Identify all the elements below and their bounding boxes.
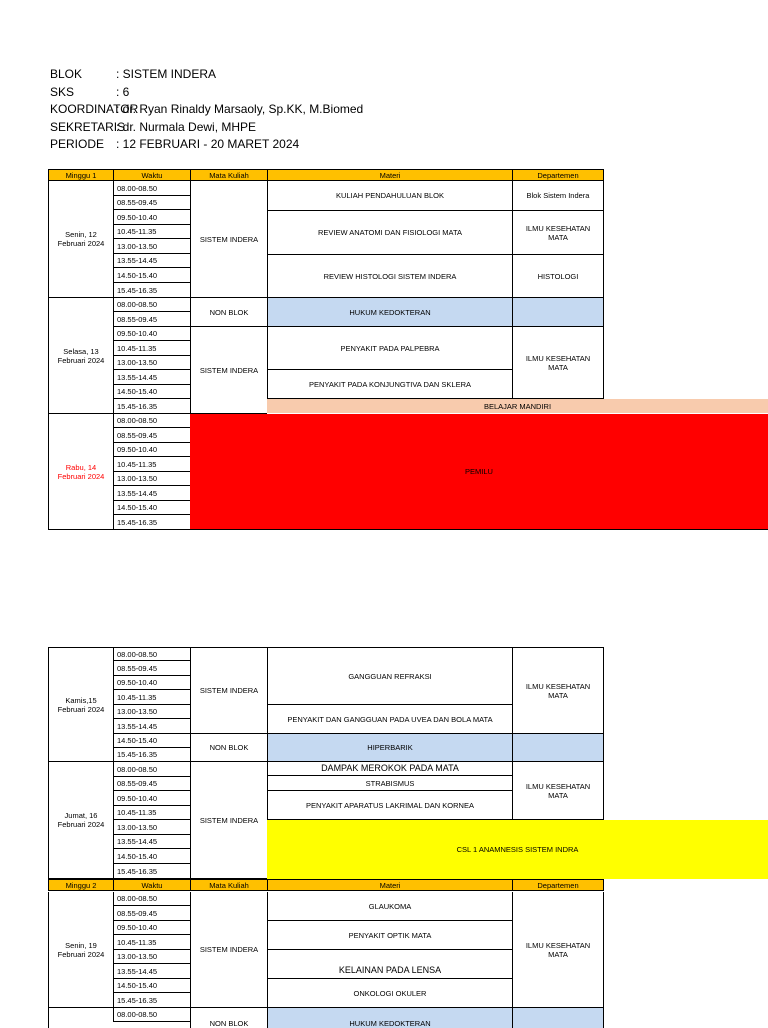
blok-value: : SISTEM INDERA xyxy=(116,67,217,81)
time-slot: 13.55-14.45 xyxy=(113,964,190,979)
department-cell: HISTOLOGI xyxy=(512,255,604,298)
blok-label: BLOK xyxy=(50,67,83,81)
time-slot: 09.50-10.40 xyxy=(113,327,190,341)
sekretaris-label: SEKRETARIS xyxy=(50,119,126,134)
time-slot: 13.55-14.45 xyxy=(113,370,190,385)
department-cell-empty xyxy=(512,734,604,762)
materi-cell: KULIAH PENDAHULUAN BLOK xyxy=(267,181,512,211)
course-cell: SISTEM INDERA xyxy=(190,647,267,734)
time-slot: 08.55-09.45 xyxy=(113,906,190,921)
time-slot: 10.45-11.35 xyxy=(113,457,190,472)
materi-cell: HUKUM KEDOKTERAN xyxy=(267,1008,512,1028)
course-cell: SISTEM INDERA xyxy=(190,762,267,879)
periode-label: PERIODE xyxy=(50,137,105,151)
time-slot: 15.45-16.35 xyxy=(113,515,190,530)
time-slot: 13.55-14.45 xyxy=(113,486,190,501)
col-header-minggu: Minggu 2 xyxy=(48,879,113,891)
department-cell: ILMU KESEHATAN MATA xyxy=(512,762,604,820)
time-slot: 09.50-10.40 xyxy=(113,921,190,935)
table-header-row xyxy=(48,169,604,181)
materi-cell: GANGGUAN REFRAKSI xyxy=(267,647,512,705)
time-slot: 13.55-14.45 xyxy=(113,835,190,849)
materi-cell: GLAUKOMA xyxy=(267,892,512,921)
col-header-materi: Materi xyxy=(267,879,512,891)
department-cell-empty xyxy=(512,1008,604,1028)
periode-value: : 12 FEBRUARI - 20 MARET 2024 xyxy=(116,137,300,151)
time-slot: 14.50-15.40 xyxy=(113,268,190,283)
sks-label: SKS xyxy=(50,84,75,99)
pemilu-block: PEMILU xyxy=(190,414,768,530)
koordinator-value: : dr. Ryan Rinaldy Marsaoly, Sp.KK, M.Biomed xyxy=(116,102,364,116)
time-slot: 14.50-15.40 xyxy=(113,501,190,515)
sks-value: : 6 xyxy=(116,84,130,99)
time-slot: 14.50-15.40 xyxy=(113,979,190,993)
info-koordinator xyxy=(50,101,363,119)
time-slot: 14.50-15.40 xyxy=(113,734,190,748)
time-slot: 13.00-13.50 xyxy=(113,356,190,370)
materi-cell: REVIEW HISTOLOGI SISTEM INDERA xyxy=(267,255,512,298)
time-slot: 13.00-13.50 xyxy=(113,950,190,964)
course-cell: SISTEM INDERA xyxy=(190,327,267,414)
materi-cell: PENYAKIT DAN GANGGUAN PADA UVEA DAN BOLA MATA xyxy=(267,705,512,734)
col-header-departemen: Departemen xyxy=(512,879,604,891)
department-cell: ILMU KESEHATAN MATA xyxy=(512,327,604,399)
time-slot: 08.00-08.50 xyxy=(113,181,190,196)
time-slot: 09.50-10.40 xyxy=(113,443,190,457)
col-header-departemen: Departemen xyxy=(512,169,604,181)
time-slot: 13.55-14.45 xyxy=(113,719,190,734)
col-header-mata-kuliah: Mata Kuliah xyxy=(190,169,267,181)
time-slot: 08.00-08.50 xyxy=(113,414,190,428)
time-slot: 08.00-08.50 xyxy=(113,892,190,906)
day-jumat-16: Jumat, 16 Februari 2024 xyxy=(48,762,113,879)
time-slot: 10.45-11.35 xyxy=(113,690,190,705)
time-slot: 08.55-09.45 xyxy=(113,196,190,210)
materi-cell: ONKOLOGI OKULER xyxy=(267,979,512,1008)
day-senin-19: Senin, 19 Februari 2024 xyxy=(48,892,113,1008)
materi-cell: KELAINAN PADA LENSA xyxy=(267,950,512,979)
materi-cell: HIPERBARIK xyxy=(267,734,512,762)
block-info xyxy=(50,66,363,154)
time-slot: 10.45-11.35 xyxy=(113,225,190,239)
time-slot: 15.45-16.35 xyxy=(113,993,190,1008)
time-slot: 13.00-13.50 xyxy=(113,820,190,835)
time-slot: 13.00-13.50 xyxy=(113,472,190,486)
time-slot: 10.45-11.35 xyxy=(113,806,190,820)
department-cell: ILMU KESEHATAN MATA xyxy=(512,892,604,1008)
col-header-waktu: Waktu xyxy=(113,169,190,181)
day-rabu-14: Rabu, 14 Februari 2024 xyxy=(48,414,113,530)
time-slot: 13.55-14.45 xyxy=(113,254,190,268)
day-selasa-13: Selasa, 13 Februari 2024 xyxy=(48,298,113,414)
time-slot: 10.45-11.35 xyxy=(113,341,190,356)
col-header-materi: Materi xyxy=(267,169,512,181)
course-cell: SISTEM INDERA xyxy=(190,181,267,298)
time-slot: 08.55-09.45 xyxy=(113,777,190,791)
col-header-waktu: Waktu xyxy=(113,879,190,891)
csl-block: CSL 1 ANAMNESIS SISTEM INDRA xyxy=(267,820,768,879)
materi-cell: PENYAKIT OPTIK MATA xyxy=(267,921,512,950)
table-header-row-week2 xyxy=(48,879,604,891)
koordinator-label: KOORDINATOR xyxy=(50,102,139,116)
day-kamis-15: Kamis,15 Februari 2024 xyxy=(48,647,113,762)
course-cell: SISTEM INDERA xyxy=(190,892,267,1008)
materi-cell: STRABISMUS xyxy=(267,776,512,791)
sekretaris-value: : dr. Nurmala Dewi, MHPE xyxy=(116,119,257,134)
course-cell: NON BLOK xyxy=(190,298,267,327)
time-slot: 09.50-10.40 xyxy=(113,676,190,690)
time-slot: 09.50-10.40 xyxy=(113,210,190,225)
course-cell: NON BLOK xyxy=(190,734,267,762)
time-slot: 09.50-10.40 xyxy=(113,791,190,806)
time-slot: 15.45-16.35 xyxy=(113,748,190,762)
info-sks xyxy=(50,84,363,102)
time-slot: 13.00-13.50 xyxy=(113,705,190,719)
time-slot: 08.55-09.45 xyxy=(113,428,190,443)
materi-cell: PENYAKIT APARATUS LAKRIMAL DAN KORNEA xyxy=(267,791,512,820)
materi-cell: HUKUM KEDOKTERAN xyxy=(267,298,512,327)
materi-cell: PENYAKIT PADA KONJUNGTIVA DAN SKLERA xyxy=(267,370,512,399)
col-header-minggu: Minggu 1 xyxy=(48,169,113,181)
day-cell-cut xyxy=(48,1008,113,1028)
time-slot: 15.45-16.35 xyxy=(113,864,190,879)
info-sekretaris xyxy=(50,119,363,137)
col-header-mata-kuliah: Mata Kuliah xyxy=(190,879,267,891)
time-slot: 15.45-16.35 xyxy=(113,399,190,414)
department-cell: Blok Sistem Indera xyxy=(512,181,604,211)
materi-cell: DAMPAK MEROKOK PADA MATA xyxy=(267,762,512,776)
belajar-mandiri-band: BELAJAR MANDIRI xyxy=(267,399,768,413)
time-slot: 14.50-15.40 xyxy=(113,849,190,864)
department-cell: ILMU KESEHATAN MATA xyxy=(512,647,604,734)
department-cell: ILMU KESEHATAN MATA xyxy=(512,211,604,255)
time-slot: 08.00-08.50 xyxy=(113,298,190,312)
time-slot: 08.55-09.45 xyxy=(113,661,190,676)
materi-cell: PENYAKIT PADA PALPEBRA xyxy=(267,327,512,370)
materi-cell: REVIEW ANATOMI DAN FISIOLOGI MATA xyxy=(267,211,512,255)
course-cell: NON BLOK xyxy=(190,1008,267,1028)
time-slot: 13.00-13.50 xyxy=(113,239,190,254)
time-slot: 08.55-09.45 xyxy=(113,312,190,327)
time-slot: 14.50-15.40 xyxy=(113,385,190,399)
day-senin-12: Senin, 12 Februari 2024 xyxy=(48,181,113,298)
time-slot: 08.00-08.50 xyxy=(113,1008,190,1022)
info-blok xyxy=(50,66,363,84)
info-periode xyxy=(50,136,363,154)
department-cell-empty xyxy=(512,298,604,327)
time-slot: 08.00-08.50 xyxy=(113,647,190,661)
time-slot: 08.00-08.50 xyxy=(113,762,190,777)
time-slot: 10.45-11.35 xyxy=(113,935,190,950)
time-slot: 15.45-16.35 xyxy=(113,283,190,298)
